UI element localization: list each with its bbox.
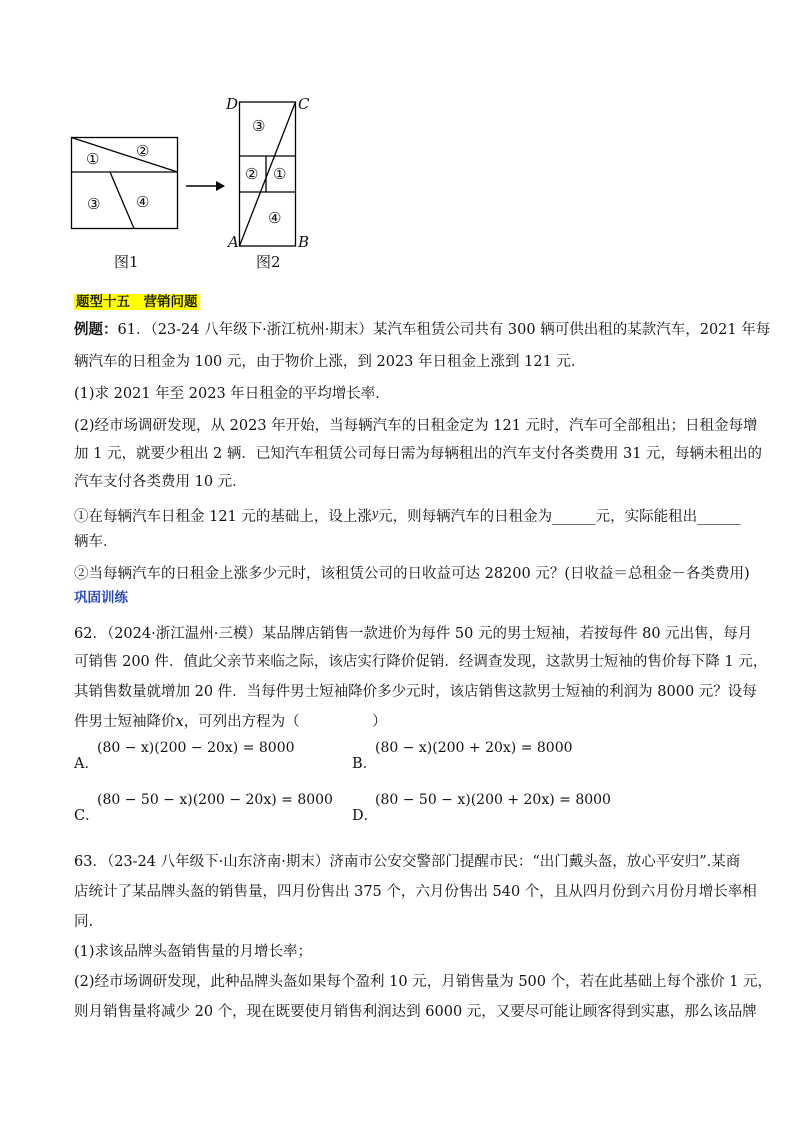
- sub1-text-b: 元，则每辆汽车的日租金为______元，实际能租出______: [378, 509, 741, 525]
- example-61-q2-line-1: (2)经市场调研发现，从 2023 年开始，当每辆汽车的日租金定为 121 元时，汽车可全部租出；日租金每增: [74, 418, 758, 434]
- fig2-region-1: ①: [273, 165, 287, 183]
- fig2-region-2: ②: [245, 165, 259, 183]
- example-61-sub1-line-2: 辆车．: [74, 534, 118, 550]
- option-b-letter: B．: [352, 756, 378, 772]
- fig1-caption: 图1: [114, 253, 139, 271]
- sub1-text-a: ①在每辆汽车日租金 121 元的基础上，设上涨: [74, 509, 372, 525]
- example-61-sub1-line-1: [74, 504, 741, 527]
- q62-text-b: ，可列出方程为（ ）: [183, 714, 387, 730]
- q62-line-4: [74, 712, 387, 732]
- sub1-variable: y: [371, 507, 379, 520]
- option-a-letter: A．: [74, 756, 99, 772]
- option-a-formula: (80 − x)(200 − 20x) = 8000: [97, 740, 295, 756]
- q63-q1: (1)求该品牌头盔销售量的月增长率；: [74, 944, 313, 960]
- option-c-letter: C．: [74, 808, 100, 824]
- q63-q2-line-2: 则月销售量将减少 20 个，现在既要使月销售利润达到 6000 元，又要尽可能让顾客得到实惠，那么该品牌: [74, 1004, 757, 1020]
- fig2-region-3: ③: [252, 117, 266, 135]
- option-d-letter: D．: [352, 808, 379, 824]
- fig2-corner-D: D: [226, 95, 239, 113]
- example-61-q1: (1)求 2021 年至 2023 年日租金的平均增长率．: [74, 386, 390, 402]
- example-prefix: 例题：: [74, 321, 118, 338]
- example-61-line-2: 辆汽车的日租金为 100 元，由于物价上涨，到 2023 年日租金上涨到 121 元．: [74, 354, 586, 370]
- q62-line-1: 62．（2024·浙江温州·三模）某品牌店销售一款进价为每件 50 元的男士短袖，若按每件 80 元出售，每月: [74, 626, 753, 642]
- q63-line-3: 同.: [74, 914, 94, 930]
- q62-text-a: 件男士短袖降价: [74, 714, 176, 730]
- option-d-formula: (80 − 50 − x)(200 + 20x) = 8000: [375, 792, 611, 808]
- section-heading: [74, 292, 200, 312]
- example-61-sub2: ②当每辆汽车的日租金上涨多少元时，该租赁公司的日收益可达 28200 元？(日收益＝总租金－各类费用): [74, 566, 750, 582]
- q63-line-2: 店统计了某品牌头盔的销售量，四月份售出 375 个，六月份售出 540 个，且从四月份到六月份月增长率相: [74, 884, 757, 900]
- q62-line-3: 其销售数量就增加 20 件．当每件男士短袖降价多少元时，该店销售这款男士短袖的利润为 8000 元？设每: [74, 684, 757, 700]
- practice-heading: [74, 588, 128, 608]
- example-61-line-1: [74, 320, 770, 340]
- fig1-region-1: ①: [86, 150, 100, 168]
- example-61-q2-line-2: 加 1 元，就要少租出 2 辆．已知汽车租赁公司每日需为每辆租出的汽车支付各类费用 31 元，每辆未租出的: [74, 446, 763, 462]
- q62-variable: x: [175, 714, 184, 730]
- q63-line-1: 63．（23-24 八年级下·山东济南·期末）济南市公安交警部门提醒市民：“出门戴头盔，放心平安归”.某商: [74, 854, 741, 870]
- q63-q2-line-1: (2)经市场调研发现，此种品牌头盔如果每个盈利 10 元，月销售量为 500 个，若在此基础上每个涨价 1 元，: [74, 974, 773, 990]
- fig2-corner-B: B: [298, 233, 310, 251]
- option-b-formula: (80 − x)(200 + 20x) = 8000: [375, 740, 573, 756]
- fig2-corner-C: C: [298, 95, 310, 113]
- fig1-region-3: ③: [87, 195, 101, 213]
- fig1-region-4: ④: [136, 193, 150, 211]
- fig2-region-4: ④: [268, 209, 282, 227]
- q62-line-2: 可销售 200 件．值此父亲节来临之际，该店实行降价促销．经调查发现，这款男士短袖的售价每下降 1 元，: [74, 654, 768, 670]
- example-text-1: 61．（23-24 八年级下·浙江杭州·期末）某汽车租赁公司共有 300 辆可供出租的某款汽车，2021 年每: [117, 322, 771, 338]
- fig2-caption: 图2: [256, 253, 281, 271]
- fig1-region-2: ②: [136, 142, 150, 160]
- section-title: 题型十五 营销问题: [76, 294, 198, 310]
- example-61-q2-line-3: 汽车支付各类费用 10 元．: [74, 474, 247, 490]
- option-c-formula: (80 − 50 − x)(200 − 20x) = 8000: [97, 792, 333, 808]
- arrow-icon: [186, 180, 226, 192]
- practice-title: 巩固训练: [74, 590, 128, 606]
- fig2-corner-A: A: [228, 233, 239, 251]
